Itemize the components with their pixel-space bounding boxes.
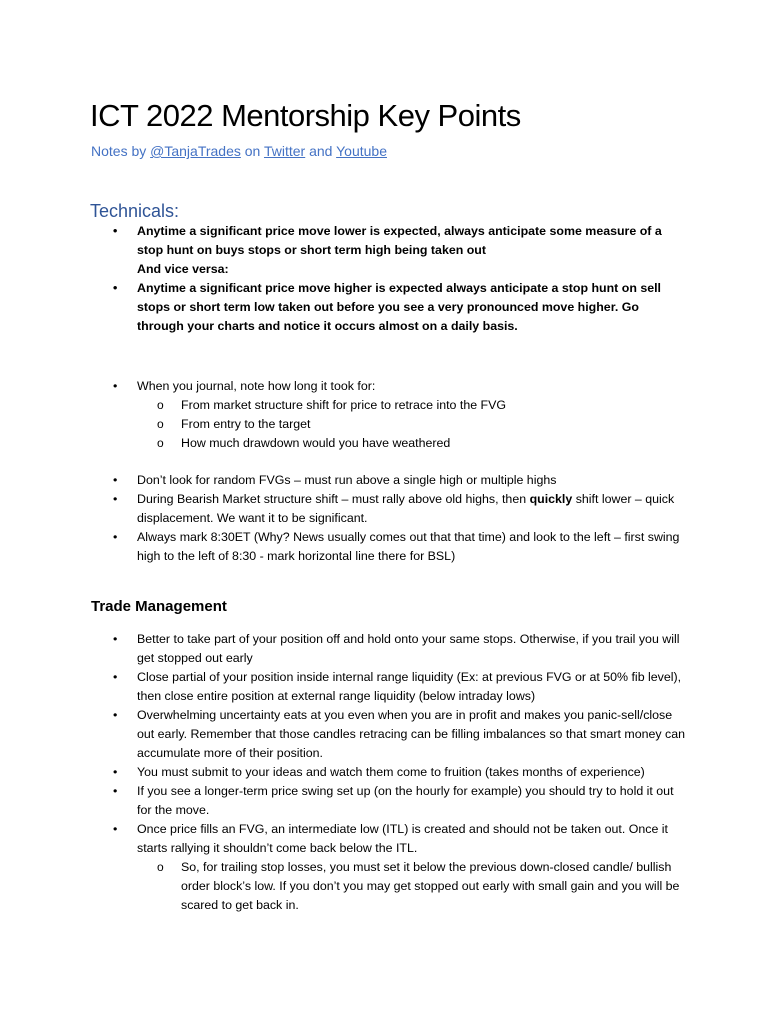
list-item-text: Better to take part of your position off and hold onto your same stops. Otherwise, if you trail you will get stopped out early <box>137 632 680 665</box>
subtitle-and: and <box>305 143 337 159</box>
sub-list-item <box>0 434 768 453</box>
sub-list-item-text: From entry to the target <box>181 417 311 431</box>
bullet-icon: • <box>113 492 118 506</box>
sub-list-item <box>0 858 768 915</box>
technicals-heading: Technicals: <box>90 201 180 221</box>
vice-versa-text: And vice versa: <box>137 262 229 276</box>
list-item <box>0 528 768 566</box>
list-item-text: You must submit to your ideas and watch them come to fruition (takes months of experience) <box>137 765 645 779</box>
list-item-text: Anytime a significant price move lower is expected, always anticipate some measure of a stop hunt on buys stops or short term high being taken out <box>137 224 662 257</box>
technicals-list <box>0 471 768 566</box>
list-item <box>0 279 768 336</box>
bearish-text-bold: quickly <box>529 492 573 506</box>
list-item <box>0 706 768 763</box>
handle-link[interactable]: @TanjaTrades <box>150 143 241 159</box>
list-item-text: When you journal, note how long it took for: <box>137 379 376 393</box>
bullet-icon: • <box>113 281 118 295</box>
list-item <box>0 222 768 260</box>
bullet-icon: • <box>113 530 118 544</box>
list-item-text: Close partial of your position inside internal range liquidity (Ex: at previous FVG or at 50% fib level), then close entire position at external range liquidity (below intraday lows) <box>137 670 682 703</box>
page-title: ICT 2022 Mentorship Key Points <box>90 98 521 133</box>
list-item-text: Overwhelming uncertainty eats at you even when you are in profit and makes you panic-sell/close out early. Remember that those candles retracing can be filling imbalances so that smart money can accumulate more of their position. <box>137 708 685 760</box>
circle-bullet-icon: o <box>157 398 164 412</box>
list-item <box>0 668 768 706</box>
circle-bullet-icon: o <box>157 436 164 450</box>
list-item <box>0 490 768 528</box>
list-item <box>0 630 768 668</box>
sub-list-item <box>0 415 768 434</box>
youtube-link[interactable]: Youtube <box>336 143 387 159</box>
list-item <box>0 782 768 820</box>
list-item-text: Once price fills an FVG, an intermediate low (ITL) is created and should not be taken out. Once it starts rallying it shouldn’t come back below the ITL. <box>137 822 669 855</box>
sub-list-item <box>0 396 768 415</box>
journal-list <box>0 377 768 453</box>
circle-bullet-icon: o <box>157 417 164 431</box>
bullet-icon: • <box>113 473 118 487</box>
list-item-text: Anytime a significant price move higher is expected always anticipate a stop hunt on sell stops or short term low taken out before you see a very pronounced move higher. Go through your charts and notice it occurs almost on a daily basis. <box>137 281 661 333</box>
list-item-text: Don’t look for random FVGs – must run above a single high or multiple highs <box>137 473 557 487</box>
bullet-icon: • <box>113 632 118 646</box>
bullet-icon: • <box>113 670 118 684</box>
bullet-icon: • <box>113 708 118 722</box>
bearish-text-before: During Bearish Market structure shift – must rally above old highs, then <box>137 492 530 506</box>
circle-bullet-icon: o <box>157 860 164 874</box>
subtitle <box>91 141 387 161</box>
list-item <box>0 763 768 782</box>
subtitle-on: on <box>240 143 264 159</box>
sub-list-item-text: From market structure shift for price to retrace into the FVG <box>181 398 507 412</box>
subtitle-prefix: Notes by <box>91 143 151 159</box>
trade-management-heading: Trade Management <box>91 598 227 615</box>
list-item-text: Always mark 8:30ET (Why? News usually comes out that that time) and look to the left – first swing high to the left of 8:30 - mark horizontal line there for BSL) <box>137 530 680 563</box>
bullet-icon: • <box>113 822 118 836</box>
bearish-text-after: shift lower – quick displacement. We want it to be significant. <box>137 492 675 525</box>
list-item-text: If you see a longer-term price swing set up (on the hourly for example) you should try to hold it out for the move. <box>137 784 674 817</box>
bullet-icon: • <box>113 379 118 393</box>
sub-list-item-text: So, for trailing stop losses, you must set it below the previous down-closed candle/ bullish order block’s low. If you don’t you may get stopped out early with small gain and you will be scared to get back in. <box>181 860 680 912</box>
bullet-icon: • <box>113 765 118 779</box>
trade-management-list <box>0 630 768 915</box>
bullet-icon: • <box>113 784 118 798</box>
list-item <box>0 820 768 858</box>
technicals-bold-list <box>0 222 768 336</box>
sub-list-item-text: How much drawdown would you have weathered <box>181 436 451 450</box>
twitter-link[interactable]: Twitter <box>263 143 306 159</box>
bullet-icon: • <box>113 224 118 238</box>
list-item <box>0 377 768 396</box>
list-item <box>0 471 768 490</box>
